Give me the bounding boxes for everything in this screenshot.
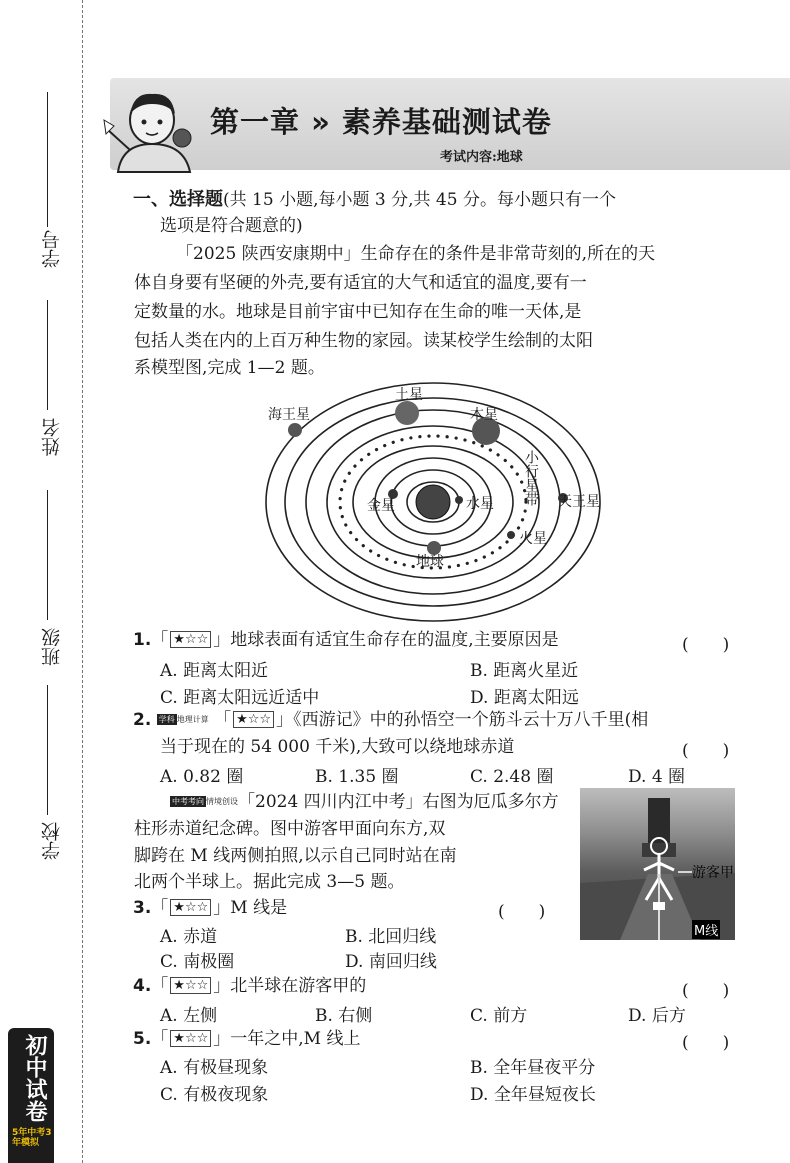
exam-badge-text: 情境创设 xyxy=(206,797,238,806)
question-stem: 地球表面有适宜生命存在的温度,主要原因是 xyxy=(230,630,559,650)
question-4: 4.「 ★☆☆ 」北半球在游客甲的 xyxy=(133,976,367,996)
label-tourist: 游客甲 xyxy=(692,865,734,881)
option-a[interactable]: A. 0.82 圈 xyxy=(160,767,244,787)
brand-logo: 5年中考3年模拟 xyxy=(12,1128,52,1148)
passage-line: 体自身要有坚硬的外壳,要有适宜的大气和适宜的温度,要有一 xyxy=(134,273,587,293)
label-venus: 金星 xyxy=(367,498,395,514)
option-d[interactable]: D. 4 圈 xyxy=(628,767,686,787)
question-number: 4. xyxy=(133,976,152,996)
field-label: 班级 xyxy=(41,628,63,666)
answer-bracket[interactable]: ( ) xyxy=(682,981,730,1001)
question-stem: 《西游记》中的孙悟空一个筋斗云十万八千里(相 xyxy=(293,710,649,730)
option-a[interactable]: A. 有极昼现象 xyxy=(160,1058,269,1078)
field-label: 姓名 xyxy=(41,418,63,456)
answer-bracket[interactable]: ( ) xyxy=(682,741,730,761)
option-d[interactable]: D. 后方 xyxy=(628,1006,686,1026)
option-a[interactable]: A. 左侧 xyxy=(160,1006,218,1026)
option-d[interactable]: D. 距离太阳远 xyxy=(470,688,579,708)
option-d[interactable]: D. 全年昼短夜长 xyxy=(470,1085,596,1105)
question-5: 5.「 ★☆☆ 」一年之中,M 线上 xyxy=(133,1029,361,1049)
label-earth: 地球 xyxy=(416,554,444,570)
option-a[interactable]: A. 距离太阳近 xyxy=(160,661,269,681)
passage-line: 脚跨在 M 线两侧拍照,以示自己同时站在南 xyxy=(134,846,457,866)
passage-line: 包括人类在内的上百万种生物的家园。读某校学生绘制的太阳 xyxy=(134,331,593,351)
label-mars: 火星 xyxy=(519,531,547,547)
option-c[interactable]: C. 前方 xyxy=(470,1006,528,1026)
planet-saturn xyxy=(395,401,419,425)
field-label: 学号 xyxy=(41,230,63,268)
passage-line: 柱形赤道纪念碑。图中游客甲面向东方,双 xyxy=(134,819,446,839)
planet-mars xyxy=(507,531,515,539)
difficulty-tag: ★☆☆ xyxy=(233,711,274,728)
difficulty-tag: ★☆☆ xyxy=(170,1030,211,1047)
field-label: 学校 xyxy=(41,822,63,860)
passage-line: 定数量的水。地球是目前宇宙中已知存在生命的唯一天体,是 xyxy=(134,302,582,322)
answer-bracket[interactable]: ( ) xyxy=(682,1033,730,1053)
label-mercury: 水星 xyxy=(466,496,494,512)
binding-dashed-line xyxy=(82,0,83,1163)
question-number: 3. xyxy=(133,898,152,918)
field-rule xyxy=(47,92,48,227)
field-rule xyxy=(47,490,48,620)
option-c[interactable]: C. 南极圈 xyxy=(160,952,235,972)
field-rule xyxy=(47,300,48,410)
passage-line: 「2025 陕西安康期中」生命存在的条件是非常苛刻的,所在的天 xyxy=(176,244,656,264)
question-stem: 一年之中,M 线上 xyxy=(230,1029,361,1049)
question-number: 1. xyxy=(133,630,152,650)
page-subtitle: 考试内容:地球 xyxy=(440,150,523,165)
answer-bracket[interactable]: ( ) xyxy=(498,902,546,922)
sun xyxy=(416,485,450,519)
difficulty-tag: ★☆☆ xyxy=(170,631,211,648)
student-mascot-illustration xyxy=(100,80,210,175)
question-number: 5. xyxy=(133,1029,152,1049)
option-b[interactable]: B. 1.35 圈 xyxy=(315,767,399,787)
label-jupiter: 木星 xyxy=(470,407,498,423)
label-neptune: 海王星 xyxy=(268,407,310,423)
passage-line: 系模型图,完成 1—2 题。 xyxy=(134,358,325,378)
label-asteroid-belt: 小行星带 xyxy=(523,450,539,506)
equator-monument-photo xyxy=(580,788,735,940)
corner-badge xyxy=(8,1028,54,1163)
option-d[interactable]: D. 南回归线 xyxy=(345,952,437,972)
label-uranus: 天王星 xyxy=(558,494,600,510)
question-3: 3.「 ★☆☆ 」M 线是 xyxy=(133,898,288,918)
difficulty-tag: ★☆☆ xyxy=(170,977,211,994)
question-number: 2. xyxy=(133,710,152,730)
section-desc-2: 选项是符合题意的) xyxy=(160,216,303,236)
question-2: 2. 学科 地理计算 「 ★☆☆ 」《西游记》中的孙悟空一个筋斗云十万八千里(相 xyxy=(133,710,649,730)
planet-mercury xyxy=(455,496,463,504)
page-title: 第一章 » 素养基础测试卷 xyxy=(210,105,552,139)
option-c[interactable]: C. 2.48 圈 xyxy=(470,767,554,787)
field-rule xyxy=(47,685,48,815)
section-heading xyxy=(133,185,616,215)
option-c[interactable]: C. 距离太阳远近适中 xyxy=(160,688,320,708)
passage2-line xyxy=(170,788,559,817)
passage-line: 北两个半球上。据此完成 3—5 题。 xyxy=(134,872,405,892)
question-stem: 北半球在游客甲的 xyxy=(230,976,367,996)
option-b[interactable]: B. 北回归线 xyxy=(345,927,437,947)
section-title: 一、选择题 xyxy=(133,189,223,210)
passage-text: 「2024 四川内江中考」右图为厄瓜多尔方 xyxy=(238,792,559,812)
option-b[interactable]: B. 右侧 xyxy=(315,1006,373,1026)
subject-badge-text: 地理计算 xyxy=(176,715,209,724)
option-b[interactable]: B. 全年昼夜平分 xyxy=(470,1058,596,1078)
corner-badge-text: 初中试卷 xyxy=(22,1034,47,1122)
question-stem-2: 当于现在的 54 000 千米),大致可以绕地球赤道 xyxy=(160,737,515,757)
question-1: 1.「 ★☆☆ 」地球表面有适宜生命存在的温度,主要原因是 xyxy=(133,630,559,650)
option-c[interactable]: C. 有极夜现象 xyxy=(160,1085,269,1105)
answer-bracket[interactable]: ( ) xyxy=(682,635,730,655)
section-desc: (共 15 小题,每小题 3 分,共 45 分。每小题只有一个 xyxy=(223,190,616,210)
exam-badge: 中考考向 xyxy=(172,797,204,806)
option-b[interactable]: B. 距离火星近 xyxy=(470,661,579,681)
planet-neptune xyxy=(288,423,302,437)
subject-badge: 学科 xyxy=(158,715,175,724)
difficulty-tag: ★☆☆ xyxy=(170,899,211,916)
option-a[interactable]: A. 赤道 xyxy=(160,927,218,947)
question-stem: M 线是 xyxy=(230,898,288,918)
label-m-line: M线 xyxy=(692,920,720,939)
label-saturn: 土星 xyxy=(395,387,423,403)
